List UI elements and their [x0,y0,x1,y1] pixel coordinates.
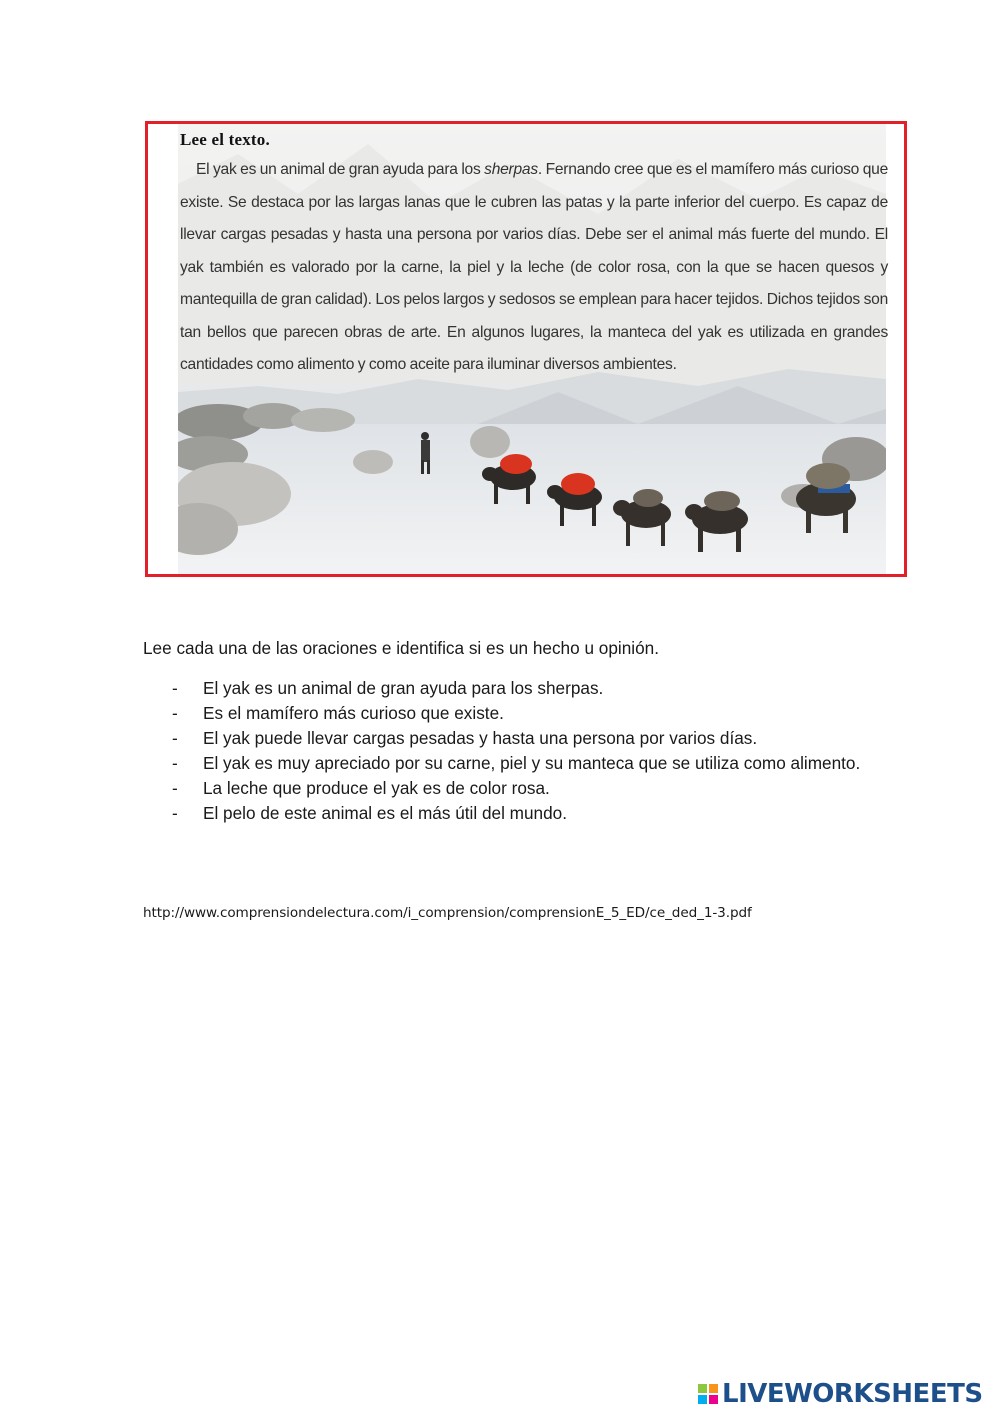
list-item [172,676,892,701]
liveworksheets-logo-icon [698,1384,718,1404]
sentence-text: El yak es un animal de gran ayuda para los sherpas. [203,678,604,698]
paragraph-rest: . Fernando cree que es el mamífero más curioso que existe. Se destaca por las largas lanas que le cubren las patas y la parte inferior del cuerpo. Es capaz de llevar cargas pesadas y hasta una persona por varios días. Debe ser el animal más fuerte del mundo. El yak también es valorado por la carne, la piel y la leche (de color rosa, con la que se hacen quesos y mantequilla de gran calidad). Los pelos largos y sedosos se emplean para hacer tejidos. Dichos tejidos son tan bellos que parecen obras de arte. En algunos lugares, la manteca del yak es utilizada en grandes cantidades como alimento y como aceite para iluminar diversos ambientes. [180,161,888,373]
bullet: - [172,778,178,798]
sentence-text: Es el mamífero más curioso que existe. [203,703,504,723]
list-item [172,801,892,826]
bullet: - [172,803,178,823]
bullet: - [172,728,178,748]
liveworksheets-brand[interactable] [698,1379,983,1409]
bullet: - [172,678,178,698]
bullet: - [172,753,178,773]
paragraph-emphasis: sherpas [484,161,538,178]
list-item [172,751,892,776]
sentence-text: El yak es muy apreciado por su carne, piel y su manteca que se utiliza como alimento. [203,753,861,773]
source-link[interactable]: http://www.comprensiondelectura.com/i_comprension/comprensionE_5_ED/ce_ded_1-3.pdf [143,905,752,921]
reading-title: Lee el texto. [180,130,270,149]
bullet: - [172,703,178,723]
reading-passage-box [145,121,907,577]
sentence-text: El yak puede llevar cargas pesadas y hasta una persona por varios días. [203,728,758,748]
list-item [172,726,892,751]
brand-name: LIVEWORKSHEETS [722,1379,983,1409]
sentence-list [172,676,892,826]
paragraph-start: El yak es un animal de gran ayuda para los [196,161,485,178]
sentence-text: El pelo de este animal es el más útil del mundo. [203,803,568,823]
reading-paragraph [180,154,888,382]
instruction-text: Lee cada una de las oraciones e identifica si es un hecho u opinión. [143,638,659,658]
list-item [172,776,892,801]
reading-text [180,130,888,382]
list-item [172,701,892,726]
sentence-text: La leche que produce el yak es de color rosa. [203,778,550,798]
